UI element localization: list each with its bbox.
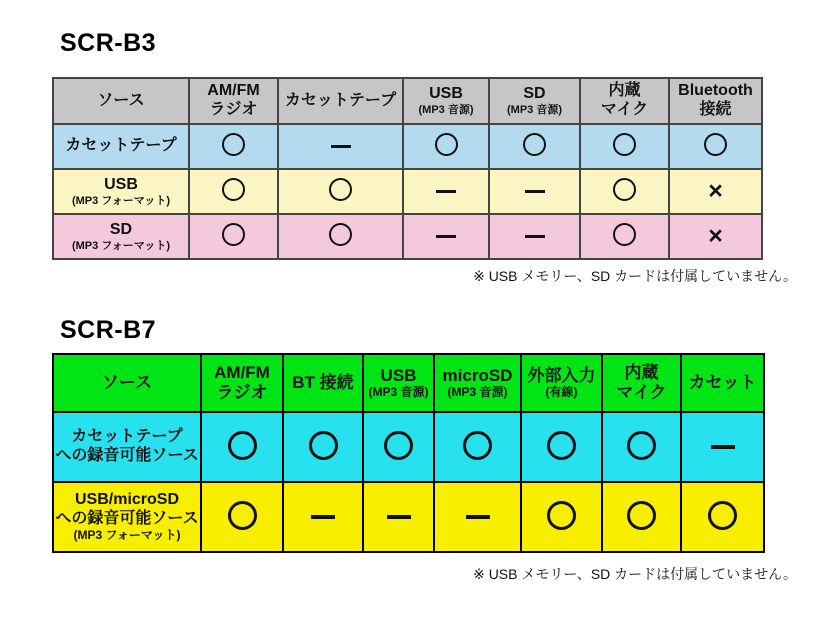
- cell: [278, 169, 403, 214]
- cell: [189, 124, 278, 169]
- cell: [189, 214, 278, 259]
- cell: [434, 482, 521, 552]
- b3-col-sd: SD (MP3 音源): [489, 78, 580, 124]
- scr-b3-title: SCR-B3: [60, 29, 157, 57]
- b3-col-source: ソース: [53, 78, 189, 124]
- scr-b7-title: SCR-B7: [60, 316, 157, 344]
- b3-col-usb: USB (MP3 音源): [403, 78, 489, 124]
- scr-b7-recording-source-table: [52, 353, 765, 553]
- cell: [602, 412, 681, 482]
- cell: [363, 412, 434, 482]
- b7-col-amfm-radio: AM/FM ラジオ: [201, 354, 283, 412]
- cell: [283, 482, 363, 552]
- b7-header-row: [53, 354, 764, 412]
- b7-col-builtin-mic: 内蔵 マイク: [602, 354, 681, 412]
- cell: ×: [669, 214, 762, 259]
- cell: [189, 169, 278, 214]
- cell: [489, 214, 580, 259]
- cell: [580, 124, 669, 169]
- scr-b3-recording-source-table: [52, 77, 763, 260]
- b3-row-label-cassette-tape: カセットテープ: [53, 124, 189, 169]
- cell: [278, 124, 403, 169]
- cell: [669, 124, 762, 169]
- cell: [434, 412, 521, 482]
- b7-row-label-cassette-tape: カセットテープ への録音可能ソース: [53, 412, 201, 482]
- cell: [681, 482, 764, 552]
- cell: [580, 214, 669, 259]
- b3-row-usb: [53, 169, 762, 214]
- b3-header-row: [53, 78, 762, 124]
- b3-col-builtin-mic: 内蔵 マイク: [580, 78, 669, 124]
- cell: [201, 482, 283, 552]
- cell: [278, 214, 403, 259]
- b7-row-label-usb-microsd: USB/microSD への録音可能ソース (MP3 フォーマット): [53, 482, 201, 552]
- cell: [602, 482, 681, 552]
- cell: [283, 412, 363, 482]
- cell: [580, 169, 669, 214]
- b7-col-source: ソース: [53, 354, 201, 412]
- b7-col-usb: USB (MP3 音源): [363, 354, 434, 412]
- cell: [403, 124, 489, 169]
- footnote-b7: ※ USB メモリー、SD カードは付属していません。: [473, 566, 797, 582]
- b7-col-external-input: 外部入力 (有線): [521, 354, 602, 412]
- cell: [201, 412, 283, 482]
- b7-row-cassette-tape-sources: [53, 412, 764, 482]
- b3-col-amfm-radio: AM/FM ラジオ: [189, 78, 278, 124]
- cell: [489, 169, 580, 214]
- b3-col-cassette-tape: カセットテープ: [278, 78, 403, 124]
- cell: [521, 412, 602, 482]
- footnote-b3: ※ USB メモリー、SD カードは付属していません。: [473, 268, 797, 284]
- cell: [403, 169, 489, 214]
- b7-col-microsd: microSD (MP3 音源): [434, 354, 521, 412]
- cell: [403, 214, 489, 259]
- b3-row-label-sd: SD (MP3 フォーマット): [53, 214, 189, 259]
- b3-col-bluetooth: Bluetooth 接続: [669, 78, 762, 124]
- b7-col-cassette: カセット: [681, 354, 764, 412]
- cell: [489, 124, 580, 169]
- cell: [363, 482, 434, 552]
- cell: [521, 482, 602, 552]
- b7-row-usb-microsd-sources: [53, 482, 764, 552]
- cell: ×: [669, 169, 762, 214]
- b3-row-cassette-tape: [53, 124, 762, 169]
- b7-col-bt-connection: BT 接続: [283, 354, 363, 412]
- b3-row-sd: [53, 214, 762, 259]
- b3-row-label-usb: USB (MP3 フォーマット): [53, 169, 189, 214]
- cell: [681, 412, 764, 482]
